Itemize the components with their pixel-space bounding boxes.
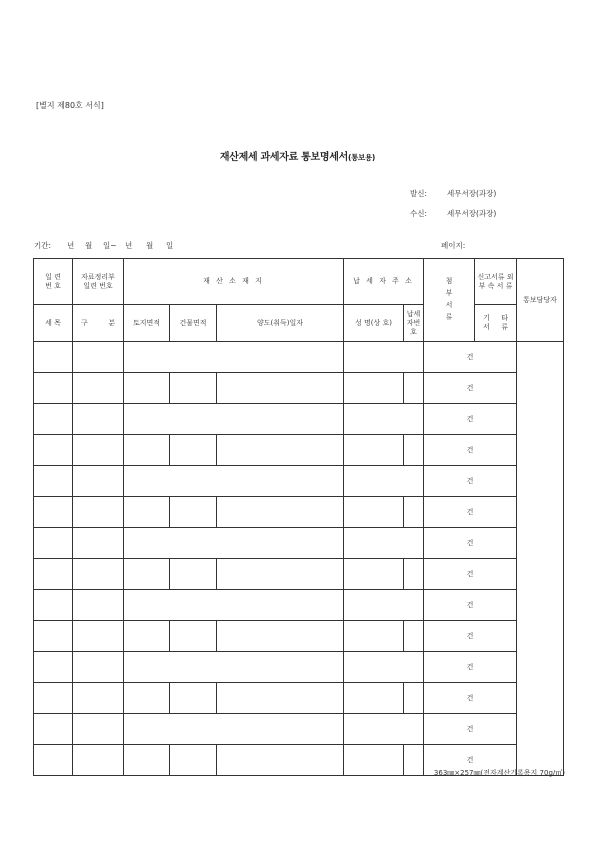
sender-value: 세무서장(과장) <box>447 189 497 198</box>
data-serial-cell[interactable] <box>73 528 124 559</box>
property-location-cell[interactable] <box>124 404 344 435</box>
title-text: 재산제세 과세자료 통보명세서 <box>219 152 348 163</box>
serial-cell[interactable] <box>34 404 73 435</box>
taxpayer-address-cell[interactable] <box>344 652 424 683</box>
receiver-label: 수신: <box>410 209 428 218</box>
taxpayer-address-cell[interactable] <box>344 590 424 621</box>
land-area-cell[interactable] <box>124 373 170 404</box>
table-row <box>34 373 564 404</box>
header-category: 구 분 <box>73 305 124 342</box>
period-day2-label: 일 <box>166 241 174 250</box>
land-area-cell[interactable] <box>124 683 170 714</box>
header-serial: 일 련 번 호 <box>34 259 73 305</box>
taxpayer-address-cell[interactable] <box>344 404 424 435</box>
notifier-cell[interactable] <box>517 342 564 776</box>
header-building-area: 건물면적 <box>170 305 217 342</box>
data-serial-cell[interactable] <box>73 497 124 528</box>
taxpayer-id-cell[interactable] <box>404 435 424 466</box>
header-report-docs: 신고서류 외 부 속 서 류 <box>475 259 517 305</box>
taxpayer-address-cell[interactable] <box>344 466 424 497</box>
taxpayer-address-cell[interactable] <box>344 714 424 745</box>
name-cell[interactable] <box>344 621 404 652</box>
period-year-label: 년 <box>67 241 75 250</box>
data-serial-cell[interactable] <box>73 373 124 404</box>
taxpayer-id-cell[interactable] <box>404 373 424 404</box>
serial-cell[interactable] <box>34 745 73 776</box>
data-serial-cell[interactable] <box>73 621 124 652</box>
attached-count-cell[interactable]: 건 <box>424 621 517 652</box>
name-cell[interactable] <box>344 435 404 466</box>
data-serial-cell[interactable] <box>73 435 124 466</box>
attached-count-cell[interactable]: 건 <box>424 745 517 776</box>
period-label: 기간: <box>34 241 52 250</box>
period-month-label: 월 <box>85 241 93 250</box>
transfer-date-cell[interactable] <box>217 373 344 404</box>
serial-cell[interactable] <box>34 559 73 590</box>
land-area-cell[interactable] <box>124 497 170 528</box>
property-location-cell[interactable] <box>124 714 344 745</box>
data-serial-cell[interactable] <box>73 714 124 745</box>
serial-cell[interactable] <box>34 435 73 466</box>
taxpayer-id-cell[interactable] <box>404 745 424 776</box>
table-row <box>34 404 564 435</box>
property-location-cell[interactable] <box>124 342 344 373</box>
building-area-cell[interactable] <box>170 373 217 404</box>
transfer-date-cell[interactable] <box>217 497 344 528</box>
table-row <box>34 497 564 528</box>
sender-label: 발신: <box>410 189 428 198</box>
receiver-value: 세무서장(과장) <box>447 209 497 218</box>
building-area-cell[interactable] <box>170 683 217 714</box>
table-row <box>34 466 564 497</box>
property-location-cell[interactable] <box>124 528 344 559</box>
property-location-cell[interactable] <box>124 590 344 621</box>
land-area-cell[interactable] <box>124 435 170 466</box>
table-row <box>34 559 564 590</box>
table-row <box>34 528 564 559</box>
serial-cell[interactable] <box>34 342 73 373</box>
data-serial-cell[interactable] <box>73 559 124 590</box>
land-area-cell[interactable] <box>124 621 170 652</box>
form-number: [별지 제80호 서식] <box>36 101 104 110</box>
data-serial-cell[interactable] <box>73 590 124 621</box>
table-row <box>34 590 564 621</box>
header-name: 성 명(상 호) <box>344 305 404 342</box>
table-row <box>34 435 564 466</box>
transfer-date-cell[interactable] <box>217 621 344 652</box>
header-attached-docs: 첨 부 서 류 <box>424 259 475 342</box>
data-serial-cell[interactable] <box>73 745 124 776</box>
data-serial-cell[interactable] <box>73 652 124 683</box>
period-month2-label: 월 <box>146 241 154 250</box>
serial-cell[interactable] <box>34 497 73 528</box>
serial-cell[interactable] <box>34 621 73 652</box>
attached-count-cell[interactable]: 건 <box>424 404 517 435</box>
table-row <box>34 652 564 683</box>
building-area-cell[interactable] <box>170 497 217 528</box>
transfer-date-cell[interactable] <box>217 745 344 776</box>
attached-count-cell[interactable]: 건 <box>424 435 517 466</box>
data-serial-cell[interactable] <box>73 404 124 435</box>
land-area-cell[interactable] <box>124 745 170 776</box>
transfer-date-cell[interactable] <box>217 559 344 590</box>
taxpayer-id-cell[interactable] <box>404 621 424 652</box>
header-taxpayer-id: 납세자번호 <box>404 305 424 342</box>
attached-count-cell[interactable]: 건 <box>424 342 517 373</box>
attached-count-cell[interactable]: 건 <box>424 590 517 621</box>
header-taxpayer-address: 납 세 자 주 소 <box>344 259 424 305</box>
header-transfer-date: 양도(취득)일자 <box>217 305 344 342</box>
name-cell[interactable] <box>344 559 404 590</box>
data-serial-cell[interactable] <box>73 342 124 373</box>
attached-count-cell[interactable]: 건 <box>424 528 517 559</box>
transfer-date-cell[interactable] <box>217 435 344 466</box>
building-area-cell[interactable] <box>170 745 217 776</box>
taxpayer-address-cell[interactable] <box>344 528 424 559</box>
data-serial-cell[interactable] <box>73 683 124 714</box>
header-land-area: 토지면적 <box>124 305 170 342</box>
header-property-location: 재 산 소 재 지 <box>124 259 344 305</box>
transfer-date-cell[interactable] <box>217 683 344 714</box>
serial-cell[interactable] <box>34 373 73 404</box>
page-label: 페이지: <box>441 241 466 250</box>
serial-cell[interactable] <box>34 652 73 683</box>
serial-cell[interactable] <box>34 528 73 559</box>
serial-cell[interactable] <box>34 683 73 714</box>
attached-count-cell[interactable]: 건 <box>424 373 517 404</box>
attached-count-cell[interactable]: 건 <box>424 652 517 683</box>
taxpayer-address-cell[interactable] <box>344 342 424 373</box>
attached-count-cell[interactable]: 건 <box>424 683 517 714</box>
header-notifier: 통보담당자 <box>517 259 564 342</box>
property-location-cell[interactable] <box>124 652 344 683</box>
name-cell[interactable] <box>344 683 404 714</box>
building-area-cell[interactable] <box>170 435 217 466</box>
table-row <box>34 714 564 745</box>
taxpayer-id-cell[interactable] <box>404 683 424 714</box>
title-suffix: (통보용) <box>347 153 376 162</box>
header-other-docs: 기 타 서 류 <box>475 305 517 342</box>
serial-cell[interactable] <box>34 590 73 621</box>
taxpayer-id-cell[interactable] <box>404 559 424 590</box>
attached-count-cell[interactable]: 건 <box>424 466 517 497</box>
name-cell[interactable] <box>344 373 404 404</box>
name-cell[interactable] <box>344 745 404 776</box>
attached-count-cell[interactable]: 건 <box>424 559 517 590</box>
table-row <box>34 342 564 373</box>
attached-count-cell[interactable]: 건 <box>424 714 517 745</box>
table-row <box>34 683 564 714</box>
building-area-cell[interactable] <box>170 559 217 590</box>
serial-cell[interactable] <box>34 714 73 745</box>
period-year2-label: 년 <box>125 241 133 250</box>
notification-table <box>33 258 564 776</box>
building-area-cell[interactable] <box>170 621 217 652</box>
name-cell[interactable] <box>344 497 404 528</box>
land-area-cell[interactable] <box>124 559 170 590</box>
header-tax-item: 세 목 <box>34 305 73 342</box>
period-day-label: 일~ <box>103 241 117 250</box>
serial-cell[interactable] <box>34 466 73 497</box>
document-title <box>0 148 595 163</box>
property-location-cell[interactable] <box>124 466 344 497</box>
data-serial-cell[interactable] <box>73 466 124 497</box>
table-row <box>34 621 564 652</box>
attached-count-cell[interactable]: 건 <box>424 497 517 528</box>
paper-spec-footer: 363㎜×257㎜(전자계산기록용지 70g/㎡) <box>433 769 565 777</box>
taxpayer-id-cell[interactable] <box>404 497 424 528</box>
header-data-serial: 자료정리부 일련 번호 <box>73 259 124 305</box>
